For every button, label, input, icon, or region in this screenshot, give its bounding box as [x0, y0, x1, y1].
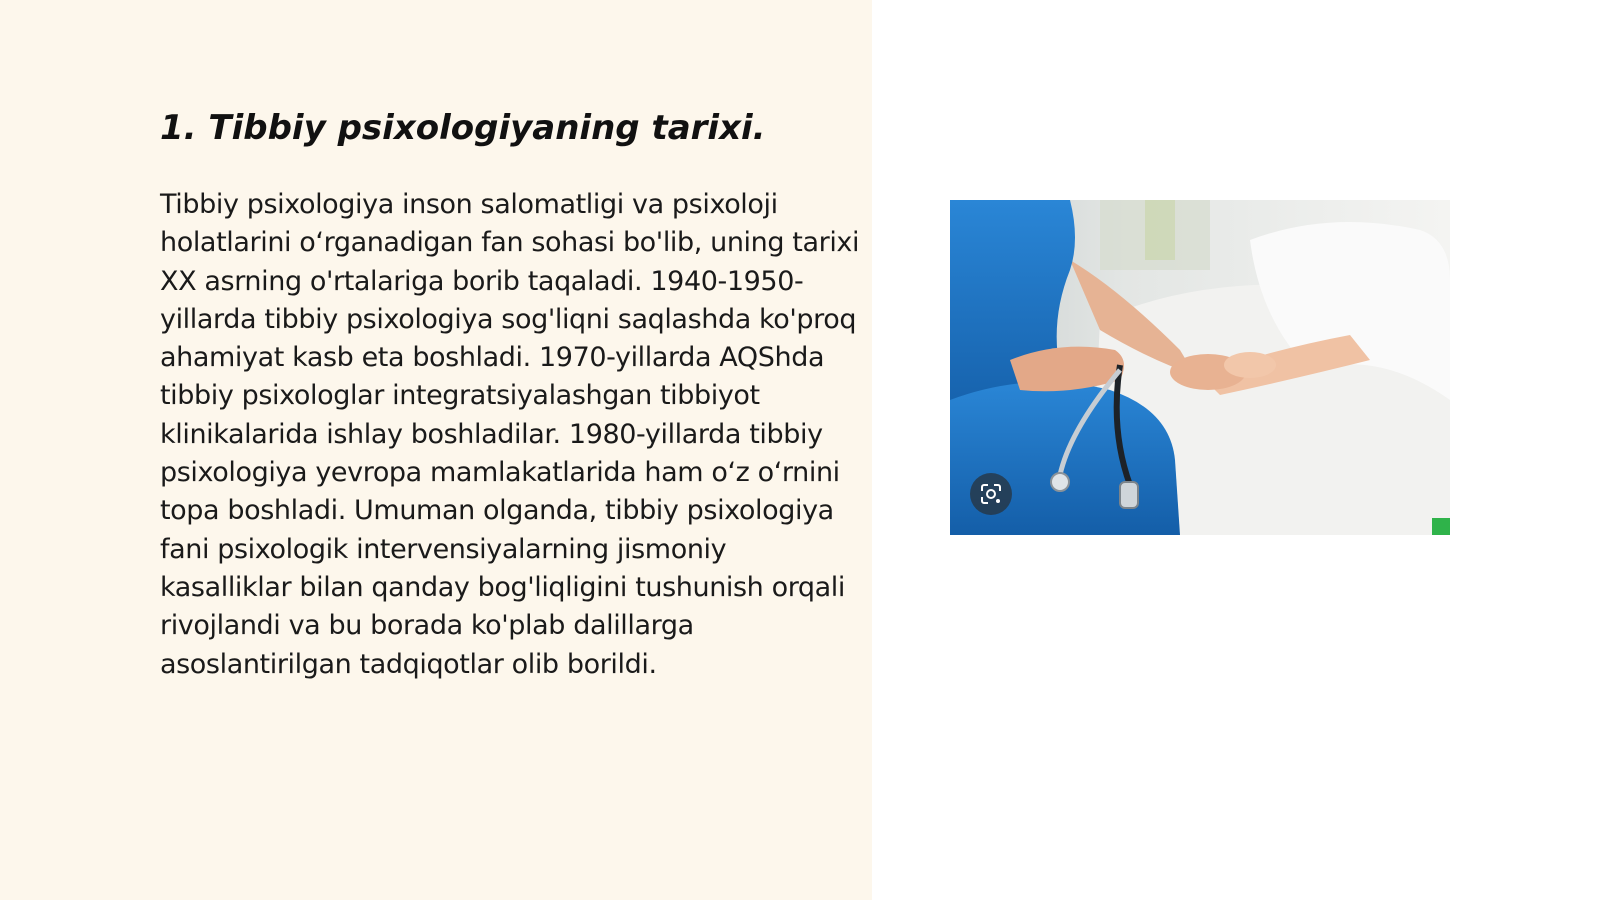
- lens-search-icon: [979, 482, 1003, 506]
- slide-title: 1. Tibbiy psixologiyaning tarixi.: [160, 108, 766, 148]
- slide-body-text: Tibbiy psixologiya inson salomatligi va psixoloji holatlarini o‘rganadigan fan sohasi bo'lib, uning tarixi XX asrning o'rtalariga borib taqaladi. 1940-1950-yillarda tibbiy psixologiya sog'liqni saqlashda ko'proq ahamiyat kasb eta boshladi. 1970-yillarda AQShda tibbiy psixologlar integratsiyalashgan tibbiyot klinikalarida ishlay boshladilar. 1980-yillarda tibbiy psixologiya yevropa mamlakatlarida ham o‘z o‘rnini topa boshladi. Umuman olganda, tibbiy psixologiya fani psixologik intervensiyalarning jismoniy kasalliklar bilan qanday bog'liqligini tushunish orqali rivojlandi va bu borada ko'plab dalillarga asoslantirilgan tadqiqotlar olib borildi.: [160, 189, 860, 680]
- nurse-holding-patient-hand-photo: [950, 200, 1450, 535]
- image-search-button[interactable]: [970, 473, 1012, 515]
- photo-illustration: [950, 200, 1450, 535]
